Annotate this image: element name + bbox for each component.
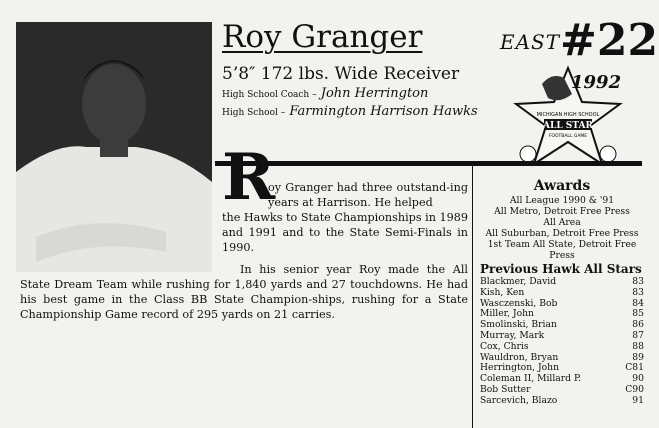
all-star-row bbox=[480, 288, 644, 299]
school-label: High School – bbox=[222, 108, 286, 118]
all-star-year: 88 bbox=[632, 340, 644, 352]
all-star-year: 90 bbox=[632, 373, 644, 385]
award-item: All League 1990 & '91 bbox=[509, 195, 615, 206]
section-rule bbox=[215, 161, 642, 166]
bio-paragraph-1-rest: the Hawks to State Championships in 1989 and 1991 and to the State Semi-Finals in 1990. bbox=[222, 211, 468, 254]
all-star-name: Sarcevich, Blazo bbox=[480, 394, 558, 406]
all-star-year: 91 bbox=[632, 394, 644, 406]
award-item: 1st Team All State, Detroit Free Press bbox=[487, 239, 637, 261]
jersey-number: #22 bbox=[560, 15, 659, 66]
all-star-year: 89 bbox=[632, 351, 644, 363]
awards-title: Awards bbox=[533, 178, 591, 194]
all-star-year: 86 bbox=[632, 319, 644, 331]
school-line bbox=[222, 104, 478, 119]
player-photo bbox=[16, 22, 212, 272]
badge-year: 1992 bbox=[571, 72, 622, 93]
player-name: Roy Granger bbox=[222, 19, 423, 55]
school-name: Farmington Harrison Hawks bbox=[289, 104, 478, 119]
all-star-name: Cox, Chris bbox=[480, 340, 529, 352]
all-star-name: Kish, Ken bbox=[480, 286, 525, 298]
drop-cap: R bbox=[222, 140, 276, 215]
column-divider bbox=[472, 166, 473, 428]
all-star-year: 85 bbox=[632, 308, 644, 320]
award-item: All Metro, Detroit Free Press bbox=[494, 206, 630, 217]
bio-paragraph-2: In his senior year Roy made the All State Dream Team while rushing for 1,840 yards and 27 touchdowns. He had his best game in the Class BB State Champion-ships, rushing for a State Championship Game record of 295 yards on 21 carries. bbox=[20, 263, 468, 321]
all-star-name: Wauldron, Bryan bbox=[480, 351, 559, 363]
all-star-name: Smolinski, Brian bbox=[480, 319, 557, 331]
award-item: All Suburban, Detroit Free Press bbox=[485, 228, 639, 239]
coach-name: John Herrington bbox=[320, 86, 429, 101]
svg-text:MICHIGAN HIGH SCHOOL: MICHIGAN HIGH SCHOOL bbox=[536, 112, 600, 118]
coach-label: High School Coach – bbox=[222, 90, 317, 100]
all-star-year: 83 bbox=[632, 276, 644, 287]
all-star-row bbox=[480, 396, 644, 407]
all-star-year: C90 bbox=[625, 383, 644, 395]
all-star-year: 83 bbox=[632, 286, 644, 298]
awards-list bbox=[476, 195, 648, 261]
svg-text:ALL STAR: ALL STAR bbox=[543, 121, 593, 131]
all-star-name: Murray, Mark bbox=[480, 329, 545, 341]
coach-line bbox=[222, 86, 428, 101]
award-item: All Area bbox=[543, 217, 581, 228]
svg-text:FOOTBALL GAME: FOOTBALL GAME bbox=[548, 134, 588, 139]
bio-paragraph-1-first: oy Granger had three outstand-ing years at Harrison. He helped bbox=[268, 181, 468, 209]
all-star-year: 84 bbox=[632, 297, 644, 309]
all-star-name: Coleman II, Millard P. bbox=[480, 373, 582, 385]
all-star-name: Bob Sutter bbox=[480, 383, 531, 395]
all-star-year: C81 bbox=[625, 362, 644, 374]
hawk-all-stars-list bbox=[480, 277, 644, 407]
all-star-name: Blackmer, David bbox=[480, 276, 557, 287]
player-portrait-image bbox=[16, 22, 212, 272]
all-star-name: Miller, John bbox=[480, 308, 534, 320]
all-star-name: Wasczenski, Bob bbox=[480, 297, 558, 309]
all-star-row bbox=[480, 342, 644, 353]
all-star-year: 87 bbox=[632, 329, 644, 341]
player-stats: 5’8″ 172 lbs. Wide Receiver bbox=[222, 64, 460, 84]
hawk-all-stars-title: Previous Hawk All Stars bbox=[480, 262, 642, 276]
team-label: EAST bbox=[500, 30, 561, 54]
all-star-name: Herrington, John bbox=[480, 362, 559, 374]
